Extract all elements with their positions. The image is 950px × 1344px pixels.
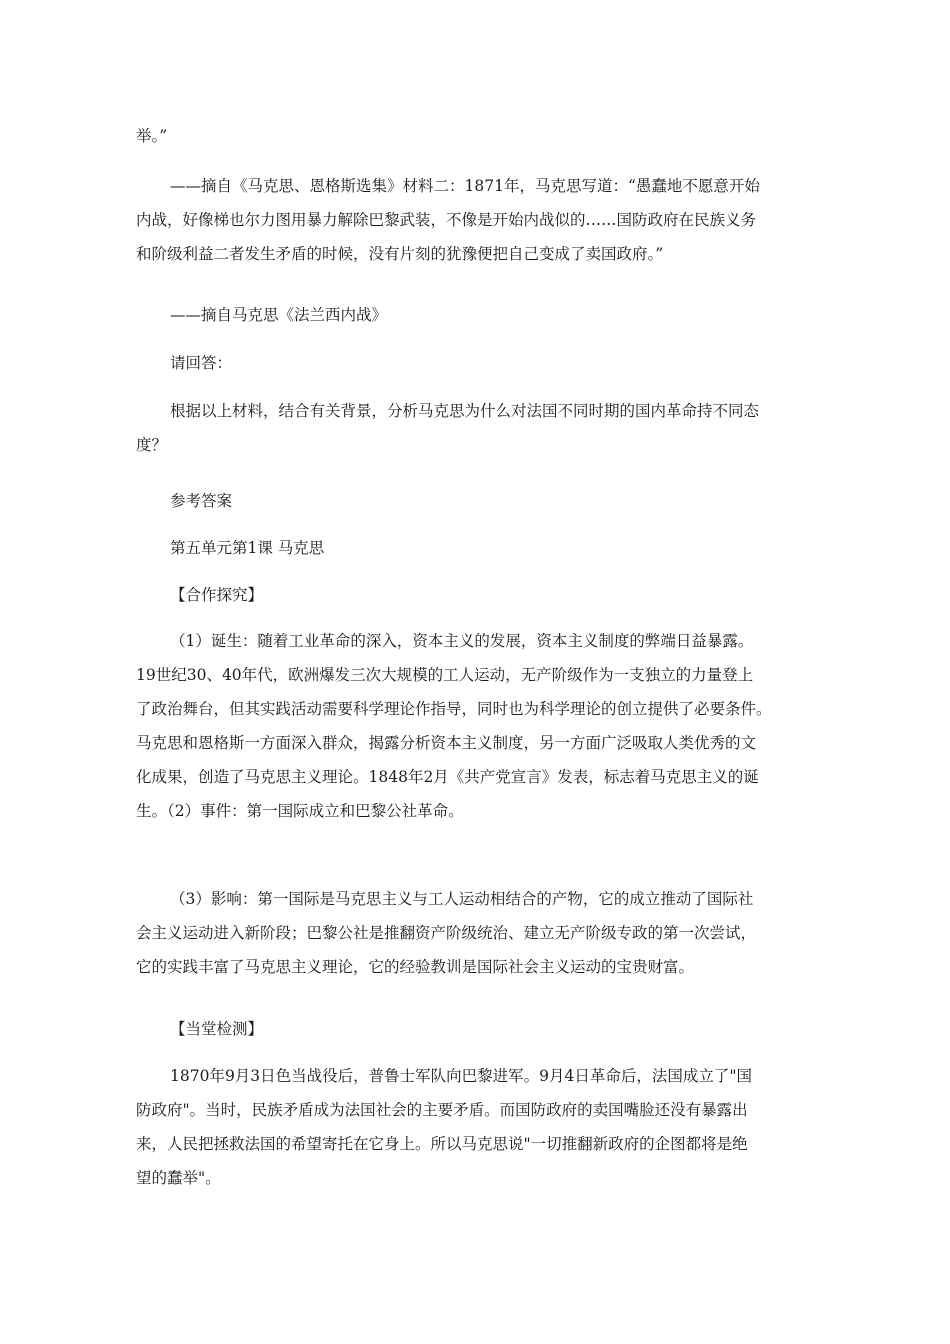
text-line: 【当堂检测】 — [170, 1020, 264, 1038]
paragraph-birth-and-events — [136, 624, 818, 828]
text-line: 防政府"。当时，民族矛盾成为法国社会的主要矛盾。而国防政府的卖国嘴脸还没有暴露出 — [136, 1101, 748, 1119]
heading-classroom-test — [136, 1012, 818, 1046]
text-line: ——摘自马克思《法兰西内战》 — [170, 306, 388, 324]
heading-lesson — [136, 531, 818, 565]
text-line: ——摘自《马克思、恩格斯选集》材料二：1871年，马克思写道：“愚蠢地不愿意开始 — [170, 177, 760, 195]
text-line: 马克思和恩格斯一方面深入群众，揭露分析资本主义制度，另一方面广泛吸取人类优秀的文 — [136, 734, 757, 752]
paragraph-material-two — [136, 169, 818, 271]
text-line: 19世纪30、40年代，欧洲爆发三次大规模的工人运动，无产阶级作为一支独立的力量登上 — [136, 666, 754, 684]
text-line: 它的实践丰富了马克思主义理论，它的经验教训是国际社会主义运动的宝贵财富。 — [136, 958, 695, 976]
text-line: 会主义运动进入新阶段；巴黎公社是推翻资产阶级统治、建立无产阶级专政的第一次尝试， — [136, 924, 757, 942]
text-line: 第五单元第1课 马克思 — [170, 539, 325, 557]
text-line: 【合作探究】 — [170, 586, 264, 604]
text-line: 请回答： — [170, 354, 233, 372]
text-line: 和阶级利益二者发生矛盾的时候，没有片刻的犹豫便把自己变成了卖国政府。” — [136, 245, 664, 263]
text-line: 参考答案 — [170, 492, 233, 510]
text-line: 度？ — [136, 436, 168, 454]
paragraph-question-prompt — [136, 346, 818, 380]
text-line: 内战，好像梯也尔力图用暴力解除巴黎武装，不像是开始内战似的……国防政府在民族义务 — [136, 211, 757, 229]
heading-cooperative-inquiry — [136, 578, 818, 612]
paragraph-continuation — [136, 119, 818, 153]
paragraph-impact — [136, 882, 818, 984]
text-line: 来，人民把拯救法国的希望寄托在它身上。所以马克思说"一切推翻新政府的企图都将是绝 — [136, 1135, 748, 1153]
text-line: 望的蠢举"。 — [136, 1169, 221, 1187]
text-line: 1870年9月3日色当战役后，普鲁士军队向巴黎进军。9月4日革命后，法国成立了"国 — [170, 1067, 753, 1085]
heading-answer-key — [136, 484, 818, 518]
text-line: 举。” — [136, 127, 168, 145]
paragraph-test-answer — [136, 1059, 818, 1195]
text-line: （1）诞生：随着工业革命的深入，资本主义的发展，资本主义制度的弊端日益暴露。 — [170, 632, 754, 650]
paragraph-question — [136, 394, 818, 462]
text-line: 生。（2）事件：第一国际成立和巴黎公社革命。 — [136, 802, 464, 820]
paragraph-source-citation — [136, 298, 818, 332]
text-line: 化成果，创造了马克思主义理论。1848年2月《共产党宣言》发表，标志着马克思主义的诞 — [136, 768, 759, 786]
text-line: （3）影响：第一国际是马克思主义与工人运动相结合的产物，它的成立推动了国际社 — [170, 890, 754, 908]
text-line: 了政治舞台，但其实践活动需要科学理论作指导，同时也为科学理论的创立提供了必要条件。 — [136, 700, 772, 718]
text-line: 根据以上材料，结合有关背景，分析马克思为什么对法国不同时期的国内革命持不同态 — [170, 402, 760, 420]
